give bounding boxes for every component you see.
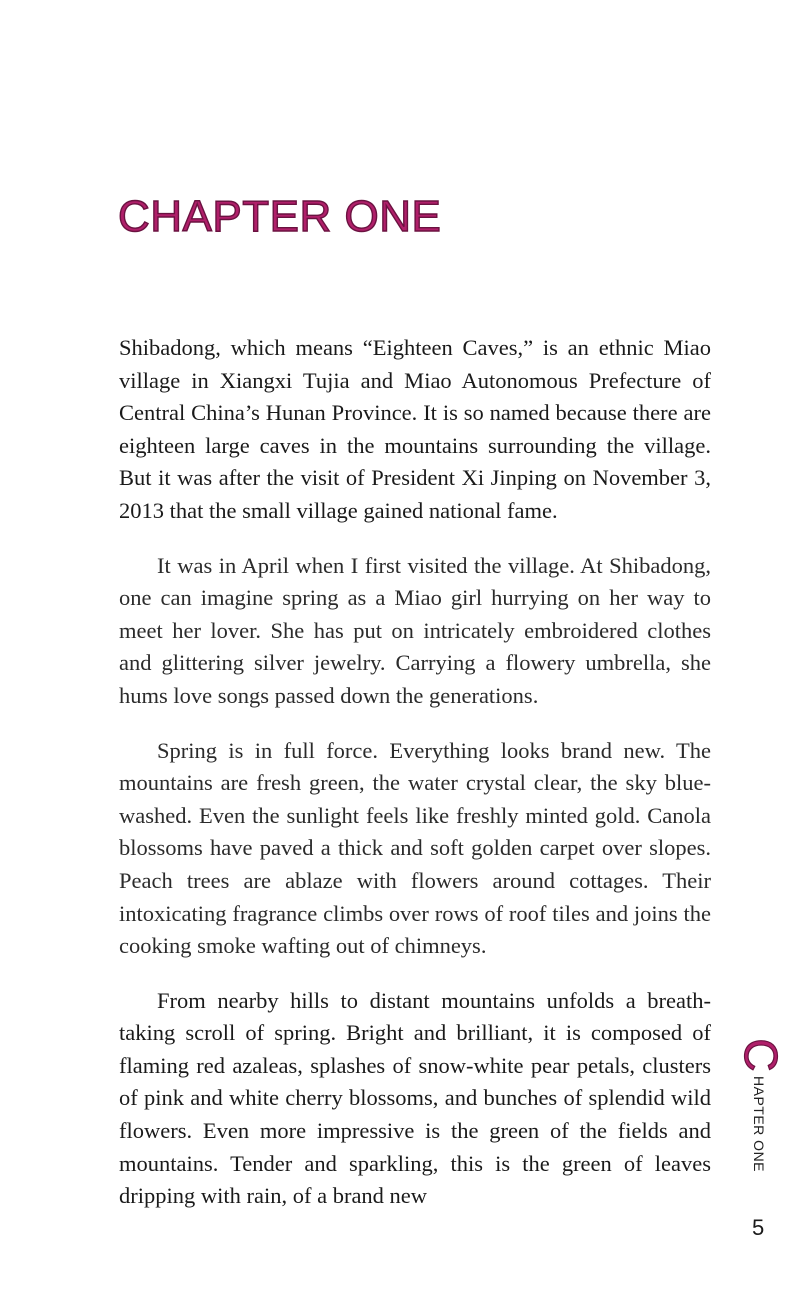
paragraph-3: Spring is in full force. Everything looks brand new. The mountains are fresh green, the water crystal clear, the sky blue-washed. Even the sunlight feels like freshly minted gold. Canola blossoms have paved a thick and soft golden carpet over slopes. Peach trees are ablaze with flowers around cottages. Their intoxicating fragrance climbs over rows of roof tiles and joins the cooking smoke wafting out of chimneys. xyxy=(119,737,711,959)
page-number: 5 xyxy=(752,1215,765,1240)
chapter-side-tab xyxy=(735,1032,787,1173)
side-tab-label: HAPTER ONE xyxy=(751,1076,767,1173)
paragraph-4: From nearby hills to distant mountains unfolds a breath-taking scroll of spring. Bright and brilliant, it is composed of flaming red azaleas, splashes of snow-white pear petals, clusters of pink and white cherry blossoms, and bunches of splendid wild flowers. Even more impressive is the green of the fields and mountains. Tender and sparkling, this is the green of leaves dripping with rain, of a brand new xyxy=(119,987,711,1209)
chapter-body xyxy=(119,332,711,1235)
chapter-title: CHAPTER ONE xyxy=(118,192,442,241)
side-tab-initial: C xyxy=(735,1038,787,1072)
paragraph-2: It was in April when I first visited the village. At Shibadong, one can imagine spring as a Miao girl hurrying on her way to meet her lover. She has put on intricately embroidered clothes and glittering silver jewelry. Carrying a flowery umbrella, she hums love songs passed down the generations. xyxy=(119,552,711,708)
paragraph-1: Shibadong, which means “Eighteen Caves,” is an ethnic Miao village in Xiangxi Tujia and Miao Autonomous Prefecture of Central China’s Hunan Province. It is so named because there are eighteen large caves in the mountains surrounding the village. But it was after the visit of President Xi Jinping on November 3, 2013 that the small village gained national fame. xyxy=(119,335,711,523)
